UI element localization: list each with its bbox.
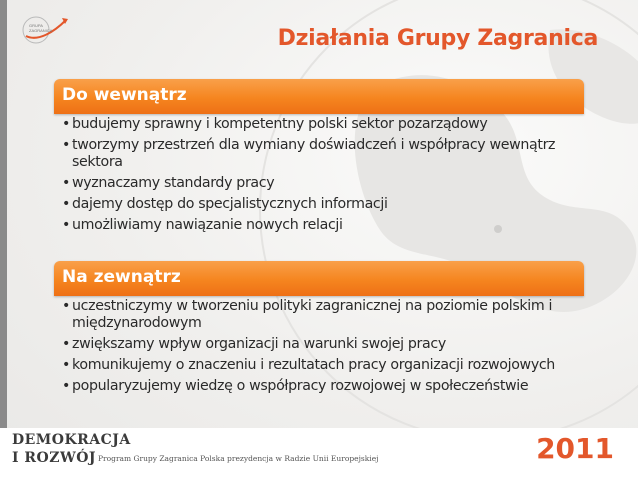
section-heading-inward: Do wewnątrz: [62, 85, 187, 105]
page-title: Działania Grupy Zagranica: [277, 26, 598, 51]
list-item: • popularyzujemy wiedzę o współpracy rozwojowej w społeczeństwie: [62, 378, 572, 395]
list-item: • wyznaczamy standardy pracy: [62, 175, 572, 192]
list-item: • dajemy dostęp do specjalistycznych informacji: [62, 196, 572, 213]
list-item: • budujemy sprawny i kompetentny polski sektor pozarządowy: [62, 116, 572, 133]
list-item: • zwiększamy wpływ organizacji na warunki swojej pracy: [62, 336, 572, 353]
list-item: • uczestniczymy w tworzeniu polityki zagranicznej na poziomie polskim i międzynarodowym: [62, 298, 572, 332]
svg-text:GRUPA: GRUPA: [29, 23, 43, 28]
brand-line-2: I ROZWÓJ: [12, 450, 97, 466]
left-accent-bar: [0, 0, 7, 478]
outward-list: [62, 298, 572, 399]
section-heading-outward: Na zewnątrz: [62, 267, 181, 287]
brand-line-1: DEMOKRACJA: [12, 432, 131, 448]
section-header-inward: [54, 79, 584, 114]
footer: [0, 428, 638, 478]
footer-tagline: Program Grupy Zagranica Polska prezydencja w Radzie Unii Europejskiej: [98, 454, 379, 463]
list-item: • komunikujemy o znaczeniu i rezultatach pracy organizacji rozwojowych: [62, 357, 572, 374]
list-item: • umożliwiamy nawiązanie nowych relacji: [62, 217, 572, 234]
year-label: 2011: [536, 432, 614, 465]
list-item: • tworzymy przestrzeń dla wymiany doświadczeń i współpracy wewnątrz sektora: [62, 137, 572, 171]
grupa-zagranica-logo-icon: [20, 14, 70, 46]
inward-list: [62, 116, 572, 238]
section-header-outward: [54, 261, 584, 296]
svg-text:ZAGRANICA: ZAGRANICA: [29, 28, 53, 33]
